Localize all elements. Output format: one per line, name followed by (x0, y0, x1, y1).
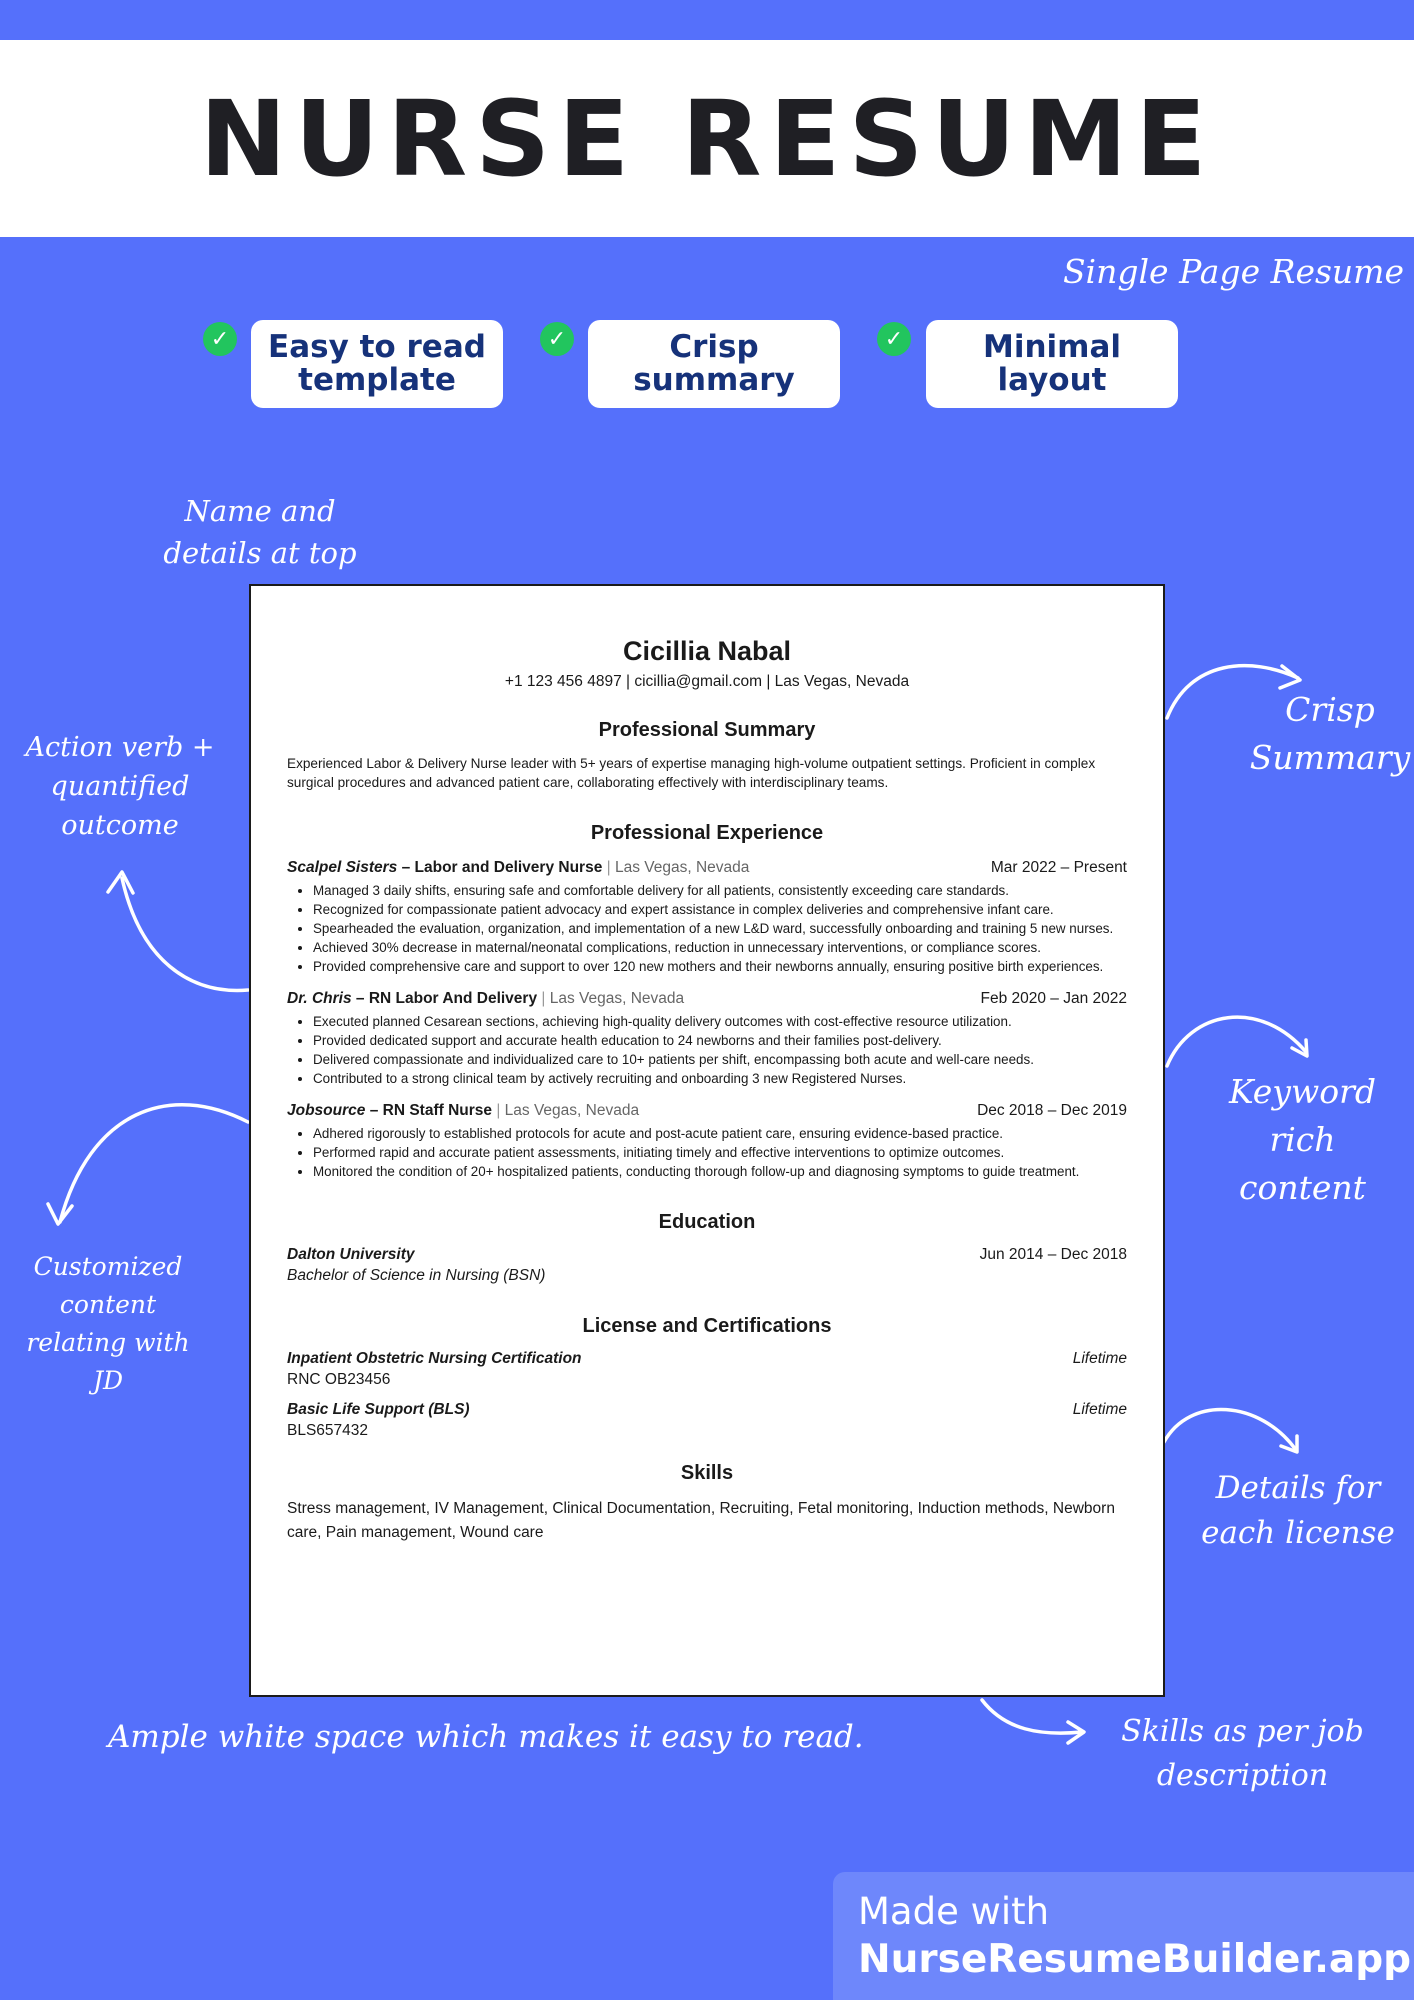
section-heading-education: Education (658, 1211, 756, 1234)
made-with-badge[interactable] (833, 1872, 1414, 2000)
annotation-crisp-summary (1240, 686, 1414, 782)
annotation-line: relating with (26, 1328, 190, 1357)
arrowhead-icon (1068, 1722, 1084, 1743)
tagline: Single Page Resume (1062, 252, 1404, 291)
annotation-customized (8, 1248, 208, 1400)
job-dates: Mar 2022 – Present (990, 859, 1127, 877)
annotation-line: Name and (184, 494, 336, 528)
feature-line: Easy to read (268, 328, 486, 365)
bullet-item: • Managed 3 daily shifts, ensuring safe and comfortable delivery for all patients, consistently exceeding care standards. (313, 881, 1127, 900)
bullet-item: • Contributed to a strong clinical team by actively recruiting and onboarding 3 new Registered Nurses. (313, 1069, 1127, 1088)
arrow-license (1164, 1409, 1296, 1450)
job-header: Scalpel Sisters – Labor and Delivery Nurse | Las Vegas, Nevada Mar 2022 – Present (287, 859, 1127, 877)
job-location: Las Vegas, Nevada (549, 990, 685, 1008)
annotation-line: Keyword (1229, 1072, 1376, 1111)
bullet-item: • Performed rapid and accurate patient assessments, initiating timely and effective interventions to optimize outcomes. (313, 1143, 1127, 1162)
feature-crisp-summary (588, 320, 840, 408)
check-icon: ✓ (540, 322, 574, 356)
bullet-item: • Recognized for compassionate patient advocacy and expert assistance in complex deliveries and comprehensive infant care. (313, 900, 1127, 919)
badge-line1: Made with (858, 1890, 1050, 1933)
job-entry (287, 859, 1127, 976)
feature-line: Crisp (669, 328, 759, 365)
title-band (0, 40, 1414, 237)
bullet-item: • Executed planned Cesarean sections, achieving high-quality delivery outcomes with cost-effective resource utilization. (313, 1012, 1127, 1031)
job-dates: Feb 2020 – Jan 2022 (980, 990, 1127, 1008)
job-location: Las Vegas, Nevada (614, 859, 750, 877)
annotation-line: Crisp (1285, 690, 1375, 729)
license-validity: Lifetime (1072, 1401, 1127, 1419)
education-row (287, 1246, 1127, 1264)
annotation-line: outcome (61, 810, 179, 842)
job-company: Scalpel Sisters (287, 859, 398, 877)
job-role: – Labor and Delivery Nurse (397, 859, 603, 877)
summary-text: Experienced Labor & Delivery Nurse leader with 5+ years of expertise managing high-volume outpatient settings. Proficient in complex surgical procedures and advanced patient care, collaborating effectively with interdisciplinary teams. (287, 756, 1096, 791)
license-entry (287, 1350, 1127, 1389)
arrowhead-icon (48, 1204, 72, 1224)
resume-name: Cicillia Nabal (622, 636, 792, 666)
annotation-line: details at top (163, 536, 357, 571)
bullet-item: • Delivered compassionate and individualized care to 10+ patients per shift, encompassing both acute and well-care needs. (313, 1050, 1127, 1069)
education-school: Dalton University (287, 1246, 415, 1264)
job-dates: Dec 2018 – Dec 2019 (977, 1102, 1127, 1120)
annotation-line: content (1239, 1167, 1366, 1207)
annotation-skills-jd (1100, 1710, 1385, 1797)
feature-minimal-layout (926, 320, 1178, 408)
page-title: NURSE RESUME (199, 77, 1215, 200)
annotation-line: Action verb + (25, 732, 215, 763)
job-role: – RN Labor And Delivery (351, 990, 538, 1008)
feature-line: template (298, 362, 456, 398)
annotation-line: JD (92, 1366, 124, 1395)
feature-line: layout (997, 362, 1107, 398)
job-entry (287, 1102, 1127, 1181)
bullet-item: • Achieved 30% decrease in maternal/neonatal complications, reduction in unnecessary interventions, or compliance scores. (313, 938, 1127, 957)
resume-document (249, 584, 1165, 1697)
license-name: Inpatient Obstetric Nursing Certification (287, 1350, 582, 1368)
arrow-keyword (1167, 1017, 1306, 1066)
arrowhead-icon (1292, 1040, 1307, 1056)
job-entry (287, 990, 1127, 1088)
annotation-name-details (140, 490, 380, 574)
badge-site-name: NurseResumeBuilder.app (858, 1937, 1412, 1982)
annotation-keyword (1210, 1068, 1395, 1212)
annotation-line: description (1156, 1757, 1329, 1793)
arrow-action-verb (122, 878, 248, 990)
job-company: Jobsource (287, 1102, 366, 1120)
arrow-skills (982, 1700, 1082, 1733)
bullet-item: • Provided dedicated support and accurate health education to 24 newborns and their families post-delivery. (313, 1031, 1127, 1050)
annotation-line: Skills as per job (1121, 1714, 1364, 1749)
annotation-action-verb (10, 728, 230, 845)
job-bullets (287, 1124, 1127, 1181)
annotation-license-details (1183, 1466, 1413, 1556)
bullet-item: • Provided comprehensive care and support to over 120 new mothers and their newborns annually, ensuring positive birth experiences. (313, 957, 1127, 976)
annotation-line: quantified (50, 771, 190, 803)
license-id: RNC OB23456 (287, 1371, 391, 1389)
job-header: Dr. Chris – RN Labor And Delivery | Las Vegas, Nevada Feb 2020 – Jan 2022 (287, 990, 1127, 1008)
arrowhead-icon (1280, 666, 1300, 688)
education-degree: Bachelor of Science in Nursing (BSN) (287, 1267, 546, 1285)
license-entry (287, 1401, 1127, 1440)
job-role: – RN Staff Nurse (365, 1102, 493, 1120)
annotation-line: rich (1269, 1119, 1336, 1159)
license-id: BLS657432 (287, 1422, 369, 1440)
section-heading-skills: Skills (680, 1462, 734, 1485)
bullet-item: • Monitored the condition of 20+ hospitalized patients, conducting thorough follow-up and diagnosing symptoms to guide treatment. (313, 1162, 1127, 1181)
feature-line: summary (633, 362, 795, 398)
annotation-line: each license (1201, 1514, 1395, 1551)
skills-text: Stress management, IV Management, Clinical Documentation, Recruiting, Fetal monitoring, Induction methods, Newborn care, Pain management, Wound care (287, 1500, 1115, 1541)
check-icon: ✓ (203, 322, 237, 356)
job-company: Dr. Chris (287, 990, 352, 1008)
resume-contact: +1 123 456 4897 | cicillia@gmail.com | Las Vegas, Nevada (504, 673, 910, 690)
annotation-line: content (59, 1290, 157, 1319)
education-dates: Jun 2014 – Dec 2018 (979, 1246, 1127, 1264)
job-bullets (287, 1012, 1127, 1088)
annotation-line: Details for (1215, 1470, 1381, 1506)
section-heading-experience: Professional Experience (590, 822, 824, 845)
job-bullets (287, 881, 1127, 976)
feature-line: Minimal (982, 328, 1122, 365)
license-name: Basic Life Support (BLS) (287, 1401, 470, 1419)
license-validity: Lifetime (1072, 1350, 1127, 1368)
job-location: Las Vegas, Nevada (504, 1102, 640, 1120)
feature-easy-to-read (251, 320, 503, 408)
job-header: Jobsource – RN Staff Nurse | Las Vegas, Nevada Dec 2018 – Dec 2019 (287, 1102, 1127, 1120)
bullet-item: • Adhered rigorously to established protocols for acute and post-acute patient care, ensuring evidence-based practice. (313, 1124, 1127, 1143)
arrowhead-icon (1281, 1436, 1297, 1452)
annotation-line: Customized (33, 1252, 183, 1281)
arrow-customized (60, 1105, 248, 1222)
section-heading-licenses: License and Certifications (582, 1315, 832, 1338)
arrowhead-icon (108, 872, 133, 893)
check-icon: ✓ (877, 322, 911, 356)
annotation-white-space: Ample white space which makes it easy to read. (108, 1719, 864, 1755)
section-heading-summary: Professional Summary (598, 719, 816, 741)
annotation-line: Summary (1249, 737, 1411, 777)
bullet-item: • Spearheaded the evaluation, organization, and implementation of a new L&D ward, successfully onboarding and training 5 new nurses. (313, 919, 1127, 938)
